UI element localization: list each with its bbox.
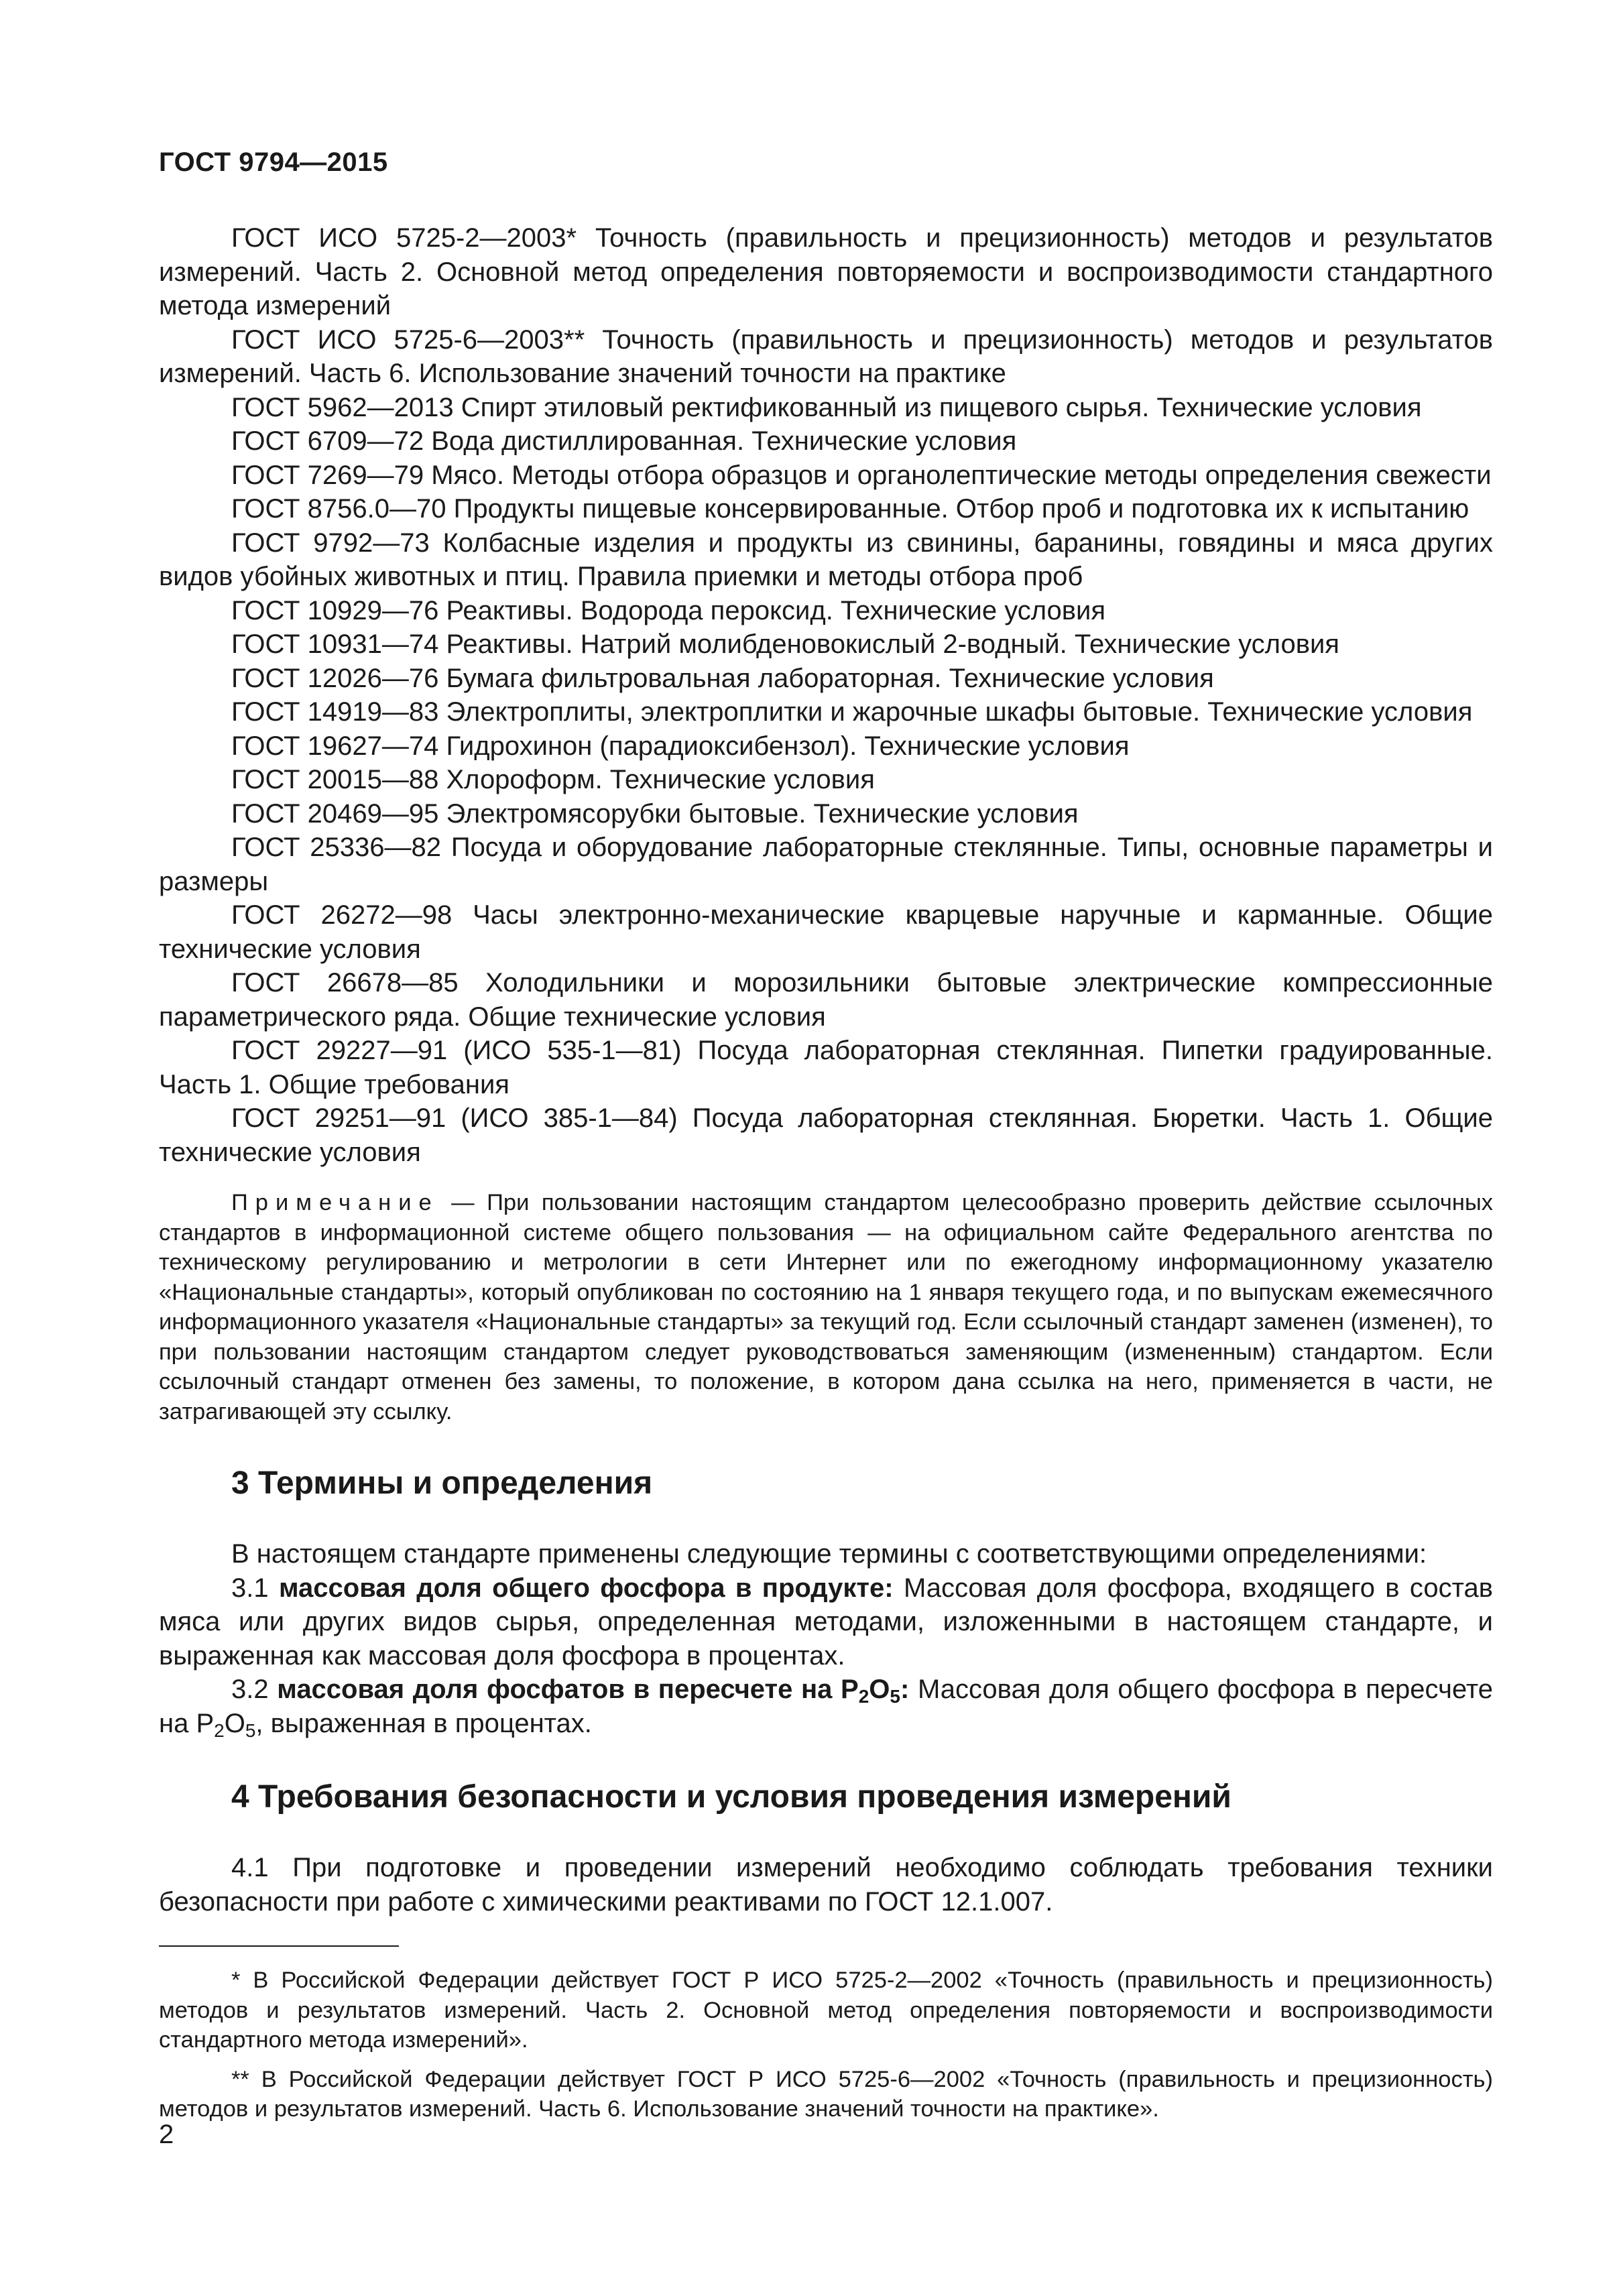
reference-item: ГОСТ 9792—73 Колбасные изделия и продукты из свинины, баранины, говядины и мяса других видов убойных животных и птиц. Правила приемки и методы отбора проб xyxy=(159,528,1493,591)
page-content xyxy=(159,221,1493,2134)
reference-item: ГОСТ 26678—85 Холодильники и морозильники бытовые электрические компрессионные параметрического ряда. Общие технические условия xyxy=(159,968,1493,1032)
reference-item: ГОСТ 6709—72 Вода дистиллированная. Технические условия xyxy=(231,426,1017,456)
reference-item: ГОСТ 8756.0—70 Продукты пищевые консервированные. Отбор проб и подготовка их к испытанию xyxy=(231,494,1469,524)
subscript: 5 xyxy=(245,1719,256,1741)
definition-part: O xyxy=(224,1708,245,1738)
reference-item: ГОСТ 29251—91 (ИСО 385-1—84) Посуда лабораторная стеклянная. Бюретки. Часть 1. Общие технические условия xyxy=(159,1103,1493,1167)
term-name xyxy=(277,1675,910,1707)
term-number: 3.1 xyxy=(231,1573,269,1603)
term-name-part: O xyxy=(869,1675,890,1704)
footnotes xyxy=(159,1966,1493,2124)
normative-references-list xyxy=(159,221,1493,1169)
reference-item: ГОСТ 10929—76 Реактивы. Водорода пероксид. Технические условия xyxy=(231,595,1106,625)
note-label: Примечание xyxy=(231,1190,439,1215)
reference-item: ГОСТ 25336—82 Посуда и оборудование лабораторные стеклянные. Типы, основные параметры и размеры xyxy=(159,833,1493,896)
reference-item: ГОСТ 20015—88 Хлороформ. Технические условия xyxy=(231,765,875,794)
term-definition: Массовая доля фосфора, входящего в состав мяса или других видов сырья, определенная методами, изложенными в настоящем стандарте, и выраженная как массовая доля фосфора в процентах. xyxy=(159,1573,1493,1671)
reference-item: ГОСТ 10931—74 Реактивы. Натрий молибденовокислый 2-водный. Технические условия xyxy=(231,629,1339,659)
page-number: 2 xyxy=(159,2120,174,2149)
section-3-intro: В настоящем стандарте применены следующие термины с соответствующими определениями: xyxy=(231,1539,1427,1569)
definition-part: , выраженная в процентах. xyxy=(255,1708,592,1738)
term-name-part: массовая доля фосфатов в пересчете на P xyxy=(277,1675,859,1704)
section-4-paragraph-1: 4.1 При подготовке и проведении измерений необходимо соблюдать требования техники безопасности при работе с химическими реактивами по ГОСТ 12.1.007. xyxy=(159,1853,1493,1917)
term-name: массовая доля общего фосфора в продукте: xyxy=(278,1573,894,1603)
subscript: 2 xyxy=(214,1719,225,1741)
reference-item: ГОСТ 7269—79 Мясо. Методы отбора образцов и органолептические методы определения свежести xyxy=(231,460,1492,490)
reference-item: ГОСТ 12026—76 Бумага фильтровальная лабораторная. Технические условия xyxy=(231,663,1214,693)
subscript: 5 xyxy=(890,1686,900,1707)
term-3-1 xyxy=(159,1571,1493,1673)
definition-part: Массовая доля общего фосфора в пересчете на P xyxy=(159,1675,1493,1738)
footnote-item: ** В Российской Федерации действует ГОСТ Р ИСО 5725-6—2002 «Точность (правильность и прецизионность) методов и результатов измерений. Часть 6. Использование значений точности на практике». xyxy=(159,2066,1493,2122)
note-text: — При пользовании настоящим стандартом целесообразно проверить действие ссылочных стандартов в информационной системе общего пользования — на официальном сайте Федерального агентства по техническому регулированию и метрологии в сети Интернет или по ежегодному информационному указателю «Национальные стандарты», который опубликован по состоянию на 1 января текущего года, и по выпускам ежемесячного информационного указателя «Национальные стандарты» за текущий год. Если ссылочный стандарт заменен (изменен), то при пользовании настоящим стандартом следует руководствоваться заменяющим (измененным) стандартом. Если ссылочный стандарт отменен без замены, то положение, в котором дана ссылка на него, применяется в части, не затрагивающей эту ссылку. xyxy=(159,1190,1493,1425)
note-paragraph xyxy=(159,1188,1493,1427)
reference-item: ГОСТ ИСО 5725-2—2003* Точность (правильность и прецизионность) методов и результатов измерений. Часть 2. Основной метод определения повторяемости и воспроизводимости стандартного метода измерений xyxy=(159,223,1493,320)
footnote-item: * В Российской Федерации действует ГОСТ Р ИСО 5725-2—2002 «Точность (правильность и прецизионность) методов и результатов измерений. Часть 2. Основной метод определения повторяемости и воспроизводимости стандартного метода измерений». xyxy=(159,1968,1493,2053)
document-header: ГОСТ 9794—2015 xyxy=(159,147,388,177)
reference-item: ГОСТ 5962—2013 Спирт этиловый ректификованный из пищевого сырья. Технические условия xyxy=(231,392,1422,422)
subscript: 2 xyxy=(858,1686,869,1707)
section-4-title: 4 Требования безопасности и условия проведения измерений xyxy=(231,1779,1231,1815)
section-3-title: 3 Термины и определения xyxy=(231,1465,653,1501)
reference-item: ГОСТ 26272—98 Часы электронно-механические кварцевые наручные и карманные. Общие технические условия xyxy=(159,900,1493,964)
reference-item: ГОСТ ИСО 5725-6—2003** Точность (правильность и прецизионность) методов и результатов измерений. Часть 6. Использование значений точности на практике xyxy=(159,324,1493,388)
footnote-divider xyxy=(159,1945,399,1947)
reference-item: ГОСТ 14919—83 Электроплиты, электроплитки и жарочные шкафы бытовые. Технические условия xyxy=(231,697,1473,727)
reference-item: ГОСТ 29227—91 (ИСО 535-1—81) Посуда лабораторная стеклянная. Пипетки градуированные. Часть 1. Общие требования xyxy=(159,1036,1493,1099)
reference-item: ГОСТ 20469—95 Электромясорубки бытовые. Технические условия xyxy=(231,798,1079,829)
term-name-part: : xyxy=(900,1675,910,1704)
term-3-2 xyxy=(159,1673,1493,1740)
reference-item: ГОСТ 19627—74 Гидрохинон (парадиоксибензол). Технические условия xyxy=(231,731,1130,761)
term-number: 3.2 xyxy=(231,1675,269,1704)
